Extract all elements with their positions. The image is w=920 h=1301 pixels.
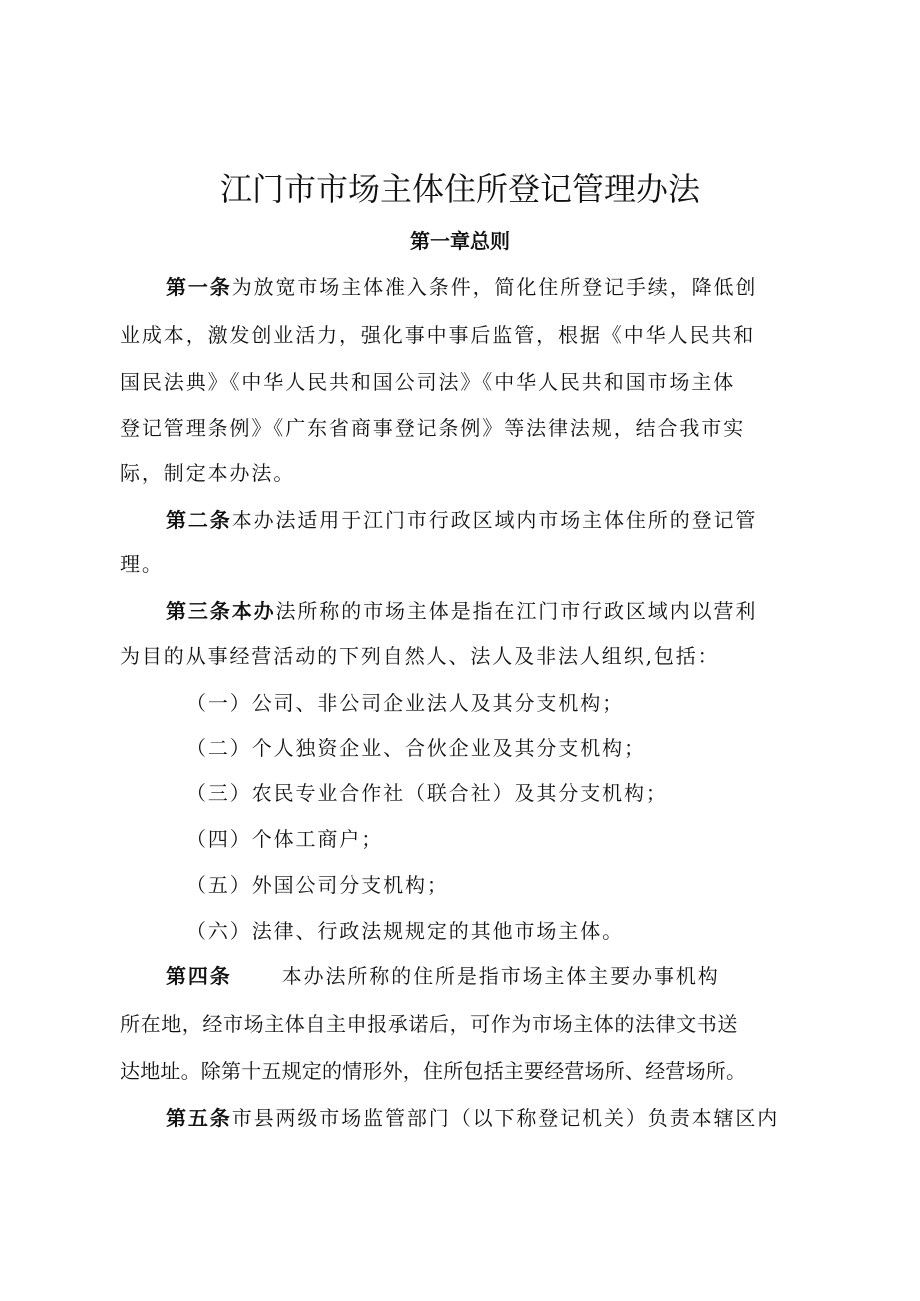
- article-5-label: 第五条: [166, 1106, 232, 1130]
- article-3-item-1: （一）公司、非公司企业法人及其分支机构；: [186, 691, 624, 715]
- article-2-line-1: [166, 506, 757, 534]
- article-1-line-3: 国民法典》《中华人民共和国公司法》《中华人民共和国市场主体: [120, 370, 736, 394]
- article-3-line-2: 为目的从事经营活动的下列自然人、法人及非法人组织,包括：: [120, 644, 720, 668]
- article-4-text: 本办法所称的住所是指市场主体主要办事机构: [281, 964, 720, 988]
- article-4-label: 第四条: [166, 964, 232, 988]
- article-3-line-1: [166, 597, 757, 625]
- article-3-item-2: （二）个人独资企业、合伙企业及其分支机构；: [186, 736, 646, 760]
- article-3-label: 第三条本办: [166, 599, 276, 623]
- article-1-line-5: 际，制定本办法。: [120, 461, 296, 485]
- article-5-text: 市县两级市场监管部门（以下称登记机关）负责本辖区内: [231, 1106, 780, 1130]
- article-2-line-2: 理。: [120, 552, 164, 576]
- article-1-text: 为放宽市场主体准入条件，简化住所登记手续，降低创: [231, 275, 758, 299]
- article-2-text: 本办法适用于江门市行政区域内市场主体住所的登记管: [231, 508, 758, 532]
- article-3-item-5: （五）外国公司分支机构；: [186, 873, 449, 897]
- article-2-label: 第二条: [166, 508, 232, 532]
- article-4-line-2: 所在地，经市场主体自主申报承诺后，可作为市场主体的法律文书送: [120, 1012, 738, 1036]
- document-title: 江门市市场主体住所登记管理办法: [219, 170, 700, 208]
- article-1-line-4: 登记管理条例》《广东省商事登记条例》等法律法规，结合我市实: [120, 416, 746, 440]
- article-4-line-1: [166, 962, 720, 990]
- article-1-line-2: 业成本，激发创业活力，强化事中事后监管，根据《中华人民共和: [120, 323, 756, 347]
- article-3-item-4: （四）个体工商户；: [186, 827, 384, 851]
- article-3-item-3: （三）农民专业合作社（联合社）及其分支机构；: [186, 781, 668, 805]
- article-3-item-6: （六）法律、行政法规规定的其他市场主体。: [186, 919, 624, 943]
- article-4-line-3: 达地址。除第十五规定的情形外，住所包括主要经营场所、经营场所。: [120, 1059, 747, 1083]
- article-1-label: 第一条: [166, 275, 232, 299]
- article-3-text: 法所称的市场主体是指在江门市行政区域内以营利: [275, 599, 758, 623]
- article-1-line-1: [166, 273, 757, 301]
- article-5-line-1: [166, 1104, 779, 1132]
- chapter-heading: 第一章总则: [410, 229, 510, 253]
